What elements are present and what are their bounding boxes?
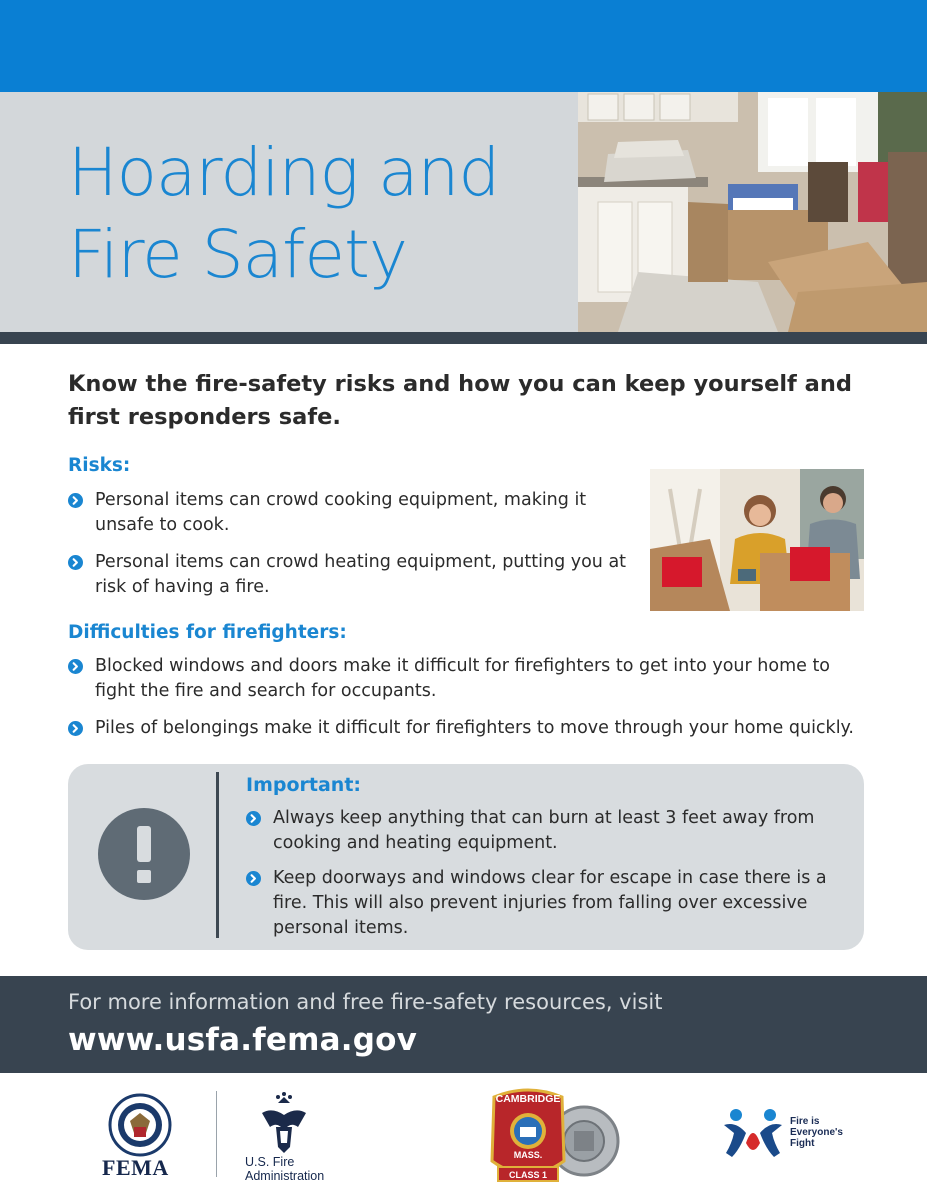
exclamation-icon — [98, 808, 190, 900]
couple-packing-photo — [650, 469, 864, 611]
important-item-text: Keep doorways and windows clear for escape in case there is a fire. This will also prevent injuries from falling over excessive personal items. — [273, 868, 827, 938]
chevron-right-icon — [68, 493, 83, 508]
cambridge-fire-badges — [486, 1083, 624, 1191]
list-item — [68, 488, 628, 538]
cambridge-state-text: MASS. — [513, 1150, 543, 1160]
hero-divider — [0, 332, 927, 344]
important-item-text: Always keep anything that can burn at least 3 feet away from cooking and heating equipment. — [273, 808, 815, 853]
logo-divider — [216, 1091, 217, 1177]
important-list — [246, 806, 846, 951]
risk-item-text: Personal items can crowd cooking equipment, making it unsafe to cook. — [95, 490, 587, 535]
footer-text: For more information and free fire-safety resources, visit — [68, 990, 663, 1014]
cambridge-class-text: CLASS 1 — [508, 1170, 548, 1180]
difficulties-heading: Difficulties for firefighters: — [68, 622, 347, 643]
important-callout — [68, 764, 864, 950]
chevron-right-icon — [68, 721, 83, 736]
list-item — [68, 654, 868, 704]
chevron-right-icon — [68, 555, 83, 570]
list-item — [68, 716, 868, 741]
list-item — [68, 550, 628, 600]
chevron-right-icon — [68, 659, 83, 674]
footer-band — [0, 976, 927, 1073]
important-heading: Important: — [246, 774, 362, 796]
eagle-icon — [258, 1091, 310, 1157]
title-line-1: Hoarding and — [68, 134, 500, 211]
partner-logos — [0, 1073, 927, 1200]
intro-statement: Know the fire-safety risks and how you can keep yourself and first responders safe. — [68, 371, 852, 430]
difficulty-item-text: Blocked windows and doors make it difficult for firefighters to get into your home to fight the fire and search for occupants. — [95, 656, 831, 701]
difficulties-list — [68, 654, 868, 753]
list-item — [246, 866, 846, 941]
title-line-2: Fire Safety — [68, 216, 407, 293]
difficulty-item-text: Piles of belongings make it difficult for firefighters to move through your home quickly. — [95, 718, 854, 738]
hero-section — [0, 92, 927, 332]
usfa-line-2: Administration — [245, 1169, 325, 1183]
cluttered-kitchen-photo — [578, 92, 927, 332]
fief-line-3: Fight — [790, 1138, 815, 1149]
callout-divider — [216, 772, 219, 938]
list-item — [246, 806, 846, 856]
chevron-right-icon — [246, 811, 261, 826]
fief-wordmark — [790, 1116, 850, 1149]
usfa-line-1: U.S. Fire — [245, 1155, 295, 1169]
footer-url-link[interactable]: www.usfa.fema.gov — [68, 1022, 418, 1058]
fema-wordmark: FEMA — [102, 1155, 169, 1180]
cambridge-top-text: CAMBRIDGE — [495, 1093, 561, 1105]
risks-heading: Risks: — [68, 455, 131, 476]
page-title — [68, 132, 568, 296]
chevron-right-icon — [246, 871, 261, 886]
top-color-bar — [0, 0, 927, 92]
fief-line-1: Fire is — [790, 1116, 820, 1127]
usfa-wordmark — [245, 1155, 345, 1183]
risks-list — [68, 488, 628, 612]
fief-line-2: Everyone's — [790, 1127, 843, 1138]
risk-item-text: Personal items can crowd heating equipment, putting you at risk of having a fire. — [95, 552, 627, 597]
